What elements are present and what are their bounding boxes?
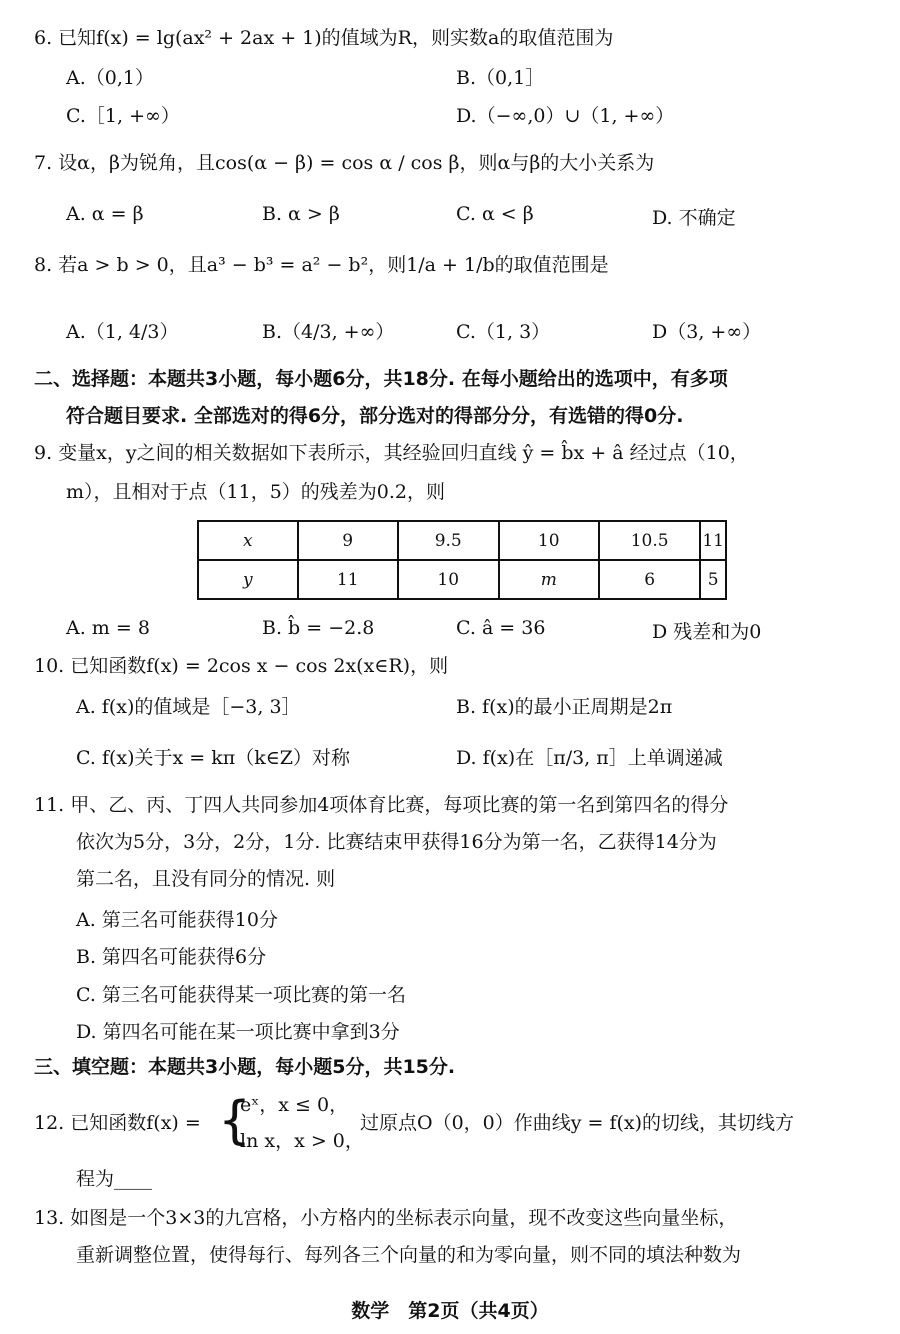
- q7-option-d: D. 不确定: [652, 207, 736, 229]
- q8-stem: 8. 若a > b > 0，且a³ − b³ = a² − b²，则1/a + 1/b的取值范围是: [34, 254, 609, 276]
- q12-brace: {: [218, 1091, 252, 1151]
- q9-data-table: [197, 520, 727, 600]
- q8-option-c: C.（1, 3）: [456, 321, 551, 343]
- table-cell: 10: [398, 560, 499, 599]
- q6-stem: 6. 已知f(x) = lg(ax² + 2ax + 1)的值域为R，则实数a的取值范围为: [34, 27, 614, 49]
- q9-stem-cont: m），且相对于点（11，5）的残差为0.2，则: [66, 481, 445, 503]
- table-cell: 6: [599, 560, 700, 599]
- q10-stem: 10. 已知函数f(x) = 2cos x − cos 2x(x∈R)，则: [34, 655, 449, 677]
- table-cell: 10.5: [599, 521, 700, 560]
- q7-stem: 7. 设α，β为锐角，且cos(α − β) = cos α / cos β，则α与β的大小关系为: [34, 152, 655, 174]
- q9-option-b: B. b̂ = −2.8: [262, 617, 375, 639]
- q6-option-d: D.（−∞,0）∪（1, +∞）: [456, 105, 675, 127]
- table-cell: m: [499, 560, 599, 599]
- q11-option-d: D. 第四名可能在某一项比赛中拿到3分: [76, 1021, 400, 1043]
- q11-option-c: C. 第三名可能获得某一项比赛的第一名: [76, 984, 406, 1006]
- q9-option-c: C. â = 36: [456, 617, 546, 639]
- table-cell: x: [198, 521, 298, 560]
- q12-case-2: ln x，x > 0，: [240, 1130, 364, 1152]
- q8-option-a: A.（1, 4/3）: [66, 321, 179, 343]
- q10-option-b: B. f(x)的最小正周期是2π: [456, 696, 673, 718]
- q8-option-b: B.（4/3, +∞）: [262, 321, 395, 343]
- table-cell: 9.5: [398, 521, 499, 560]
- q13-stem: 13. 如图是一个3×3的九宫格，小方格内的坐标表示向量，现不改变这些向量坐标，: [34, 1207, 738, 1229]
- table-row: [198, 560, 726, 599]
- q9-option-d: D 残差和为0: [652, 621, 762, 643]
- section2-heading-cont: 符合题目要求. 全部选对的得6分，部分选对的得部分分，有选错的得0分.: [66, 405, 684, 427]
- q7-option-c: C. α < β: [456, 203, 534, 225]
- q8-option-d: D（3, +∞）: [652, 321, 762, 343]
- table-cell: 10: [499, 521, 599, 560]
- q12-stem-suffix: 过原点O（0，0）作曲线y = f(x)的切线，其切线方: [360, 1112, 795, 1134]
- page-footer: 数学 第2页（共4页）: [351, 1300, 549, 1322]
- section2-heading: 二、选择题：本题共3小题，每小题6分，共18分. 在每小题给出的选项中，有多项: [34, 368, 728, 390]
- q10-option-d: D. f(x)在［π/3, π］上单调递减: [456, 747, 723, 769]
- q11-option-b: B. 第四名可能获得6分: [76, 946, 267, 968]
- q10-option-a: A. f(x)的值域是［−3, 3］: [76, 696, 301, 718]
- q6-option-b: B.（0,1］: [456, 67, 545, 89]
- q9-option-a: A. m = 8: [66, 617, 150, 639]
- q12-case-1: eˣ，x ≤ 0，: [240, 1094, 349, 1116]
- q11-stem-cont-1: 依次为5分，3分，2分，1分. 比赛结束甲获得16分为第一名，乙获得14分为: [76, 831, 717, 853]
- q6-option-a: A.（0,1）: [66, 67, 154, 89]
- table-row: [198, 521, 726, 560]
- q7-option-b: B. α > β: [262, 203, 340, 225]
- table-cell: y: [198, 560, 298, 599]
- q12-stem-cont: 程为____: [76, 1168, 153, 1190]
- q12-stem-prefix: 12. 已知函数f(x) =: [34, 1112, 201, 1134]
- q6-option-c: C.［1, +∞）: [66, 105, 180, 127]
- q10-option-c: C. f(x)关于x = kπ（k∈Z）对称: [76, 747, 351, 769]
- section3-heading: 三、填空题：本题共3小题，每小题5分，共15分.: [34, 1056, 456, 1078]
- table-cell: 11: [700, 521, 726, 560]
- q9-stem: 9. 变量x，y之间的相关数据如下表所示，其经验回归直线 ŷ = b̂x + â 经过点（10，: [34, 442, 749, 464]
- q11-option-a: A. 第三名可能获得10分: [76, 909, 278, 931]
- table-cell: 5: [700, 560, 726, 599]
- table-cell: 9: [298, 521, 398, 560]
- q7-option-a: A. α = β: [66, 203, 144, 225]
- q13-stem-cont: 重新调整位置，使得每行、每列各三个向量的和为零向量，则不同的填法种数为: [76, 1244, 742, 1266]
- table-cell: 11: [298, 560, 398, 599]
- q11-stem: 11. 甲、乙、丙、丁四人共同参加4项体育比赛，每项比赛的第一名到第四名的得分: [34, 794, 729, 816]
- q11-stem-cont-2: 第二名，且没有同分的情况. 则: [76, 868, 336, 890]
